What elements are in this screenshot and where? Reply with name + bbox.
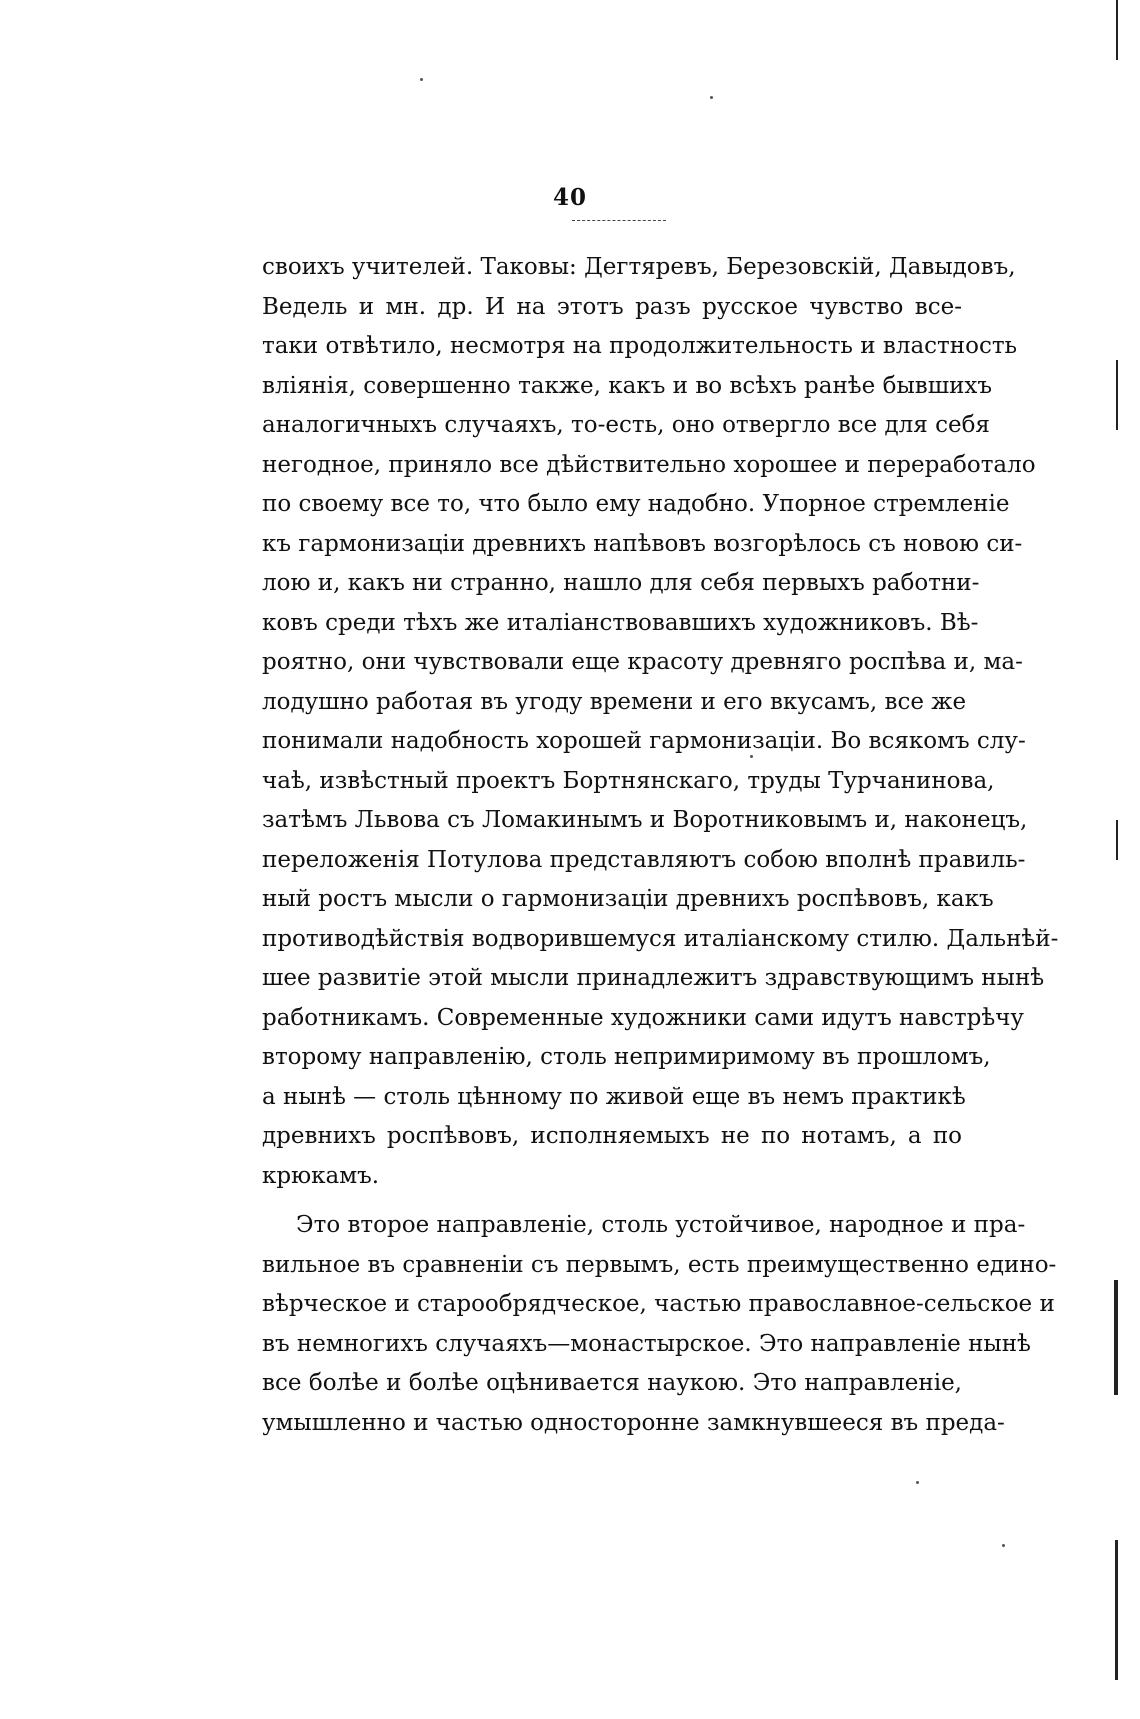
text-line: роятно, они чувствовали еще красоту древняго роспѣва и, ма- bbox=[262, 649, 1023, 675]
text-line: своихъ учителей. Таковы: Дегтяревъ, Березовскій, Давыдовъ, bbox=[262, 254, 1016, 280]
body-text bbox=[262, 248, 1059, 1443]
scan-speck bbox=[710, 96, 713, 99]
page-number-rule bbox=[572, 220, 666, 221]
scan-speck bbox=[1002, 1544, 1005, 1547]
text-line: понимали надобность хорошей гармонизаціи. Во всякомъ слу- bbox=[262, 728, 1026, 754]
scan-edge-mark bbox=[1116, 0, 1118, 60]
text-line: переложенія Потулова представляютъ собою вполнѣ правиль- bbox=[262, 846, 1026, 873]
text-line: второму направленію, столь непримиримому въ прошломъ, bbox=[262, 1044, 991, 1070]
text-line: Ведель и мн. др. И на этотъ разъ русское чувство все- bbox=[262, 293, 962, 320]
text-line: вѣрческое и старообрядческое, частью православное-сельское и bbox=[262, 1291, 1055, 1317]
text-line: лодушно работая въ угоду времени и его вкусамъ, все же bbox=[262, 688, 967, 715]
paragraph-2 bbox=[262, 1206, 1057, 1443]
scan-speck bbox=[916, 1481, 919, 1484]
text-line: въ немногихъ случаяхъ—монастырское. Это направленіе нынѣ bbox=[262, 1330, 1031, 1357]
text-line: ковъ среди тѣхъ же италіанствовавшихъ художниковъ. Вѣ- bbox=[262, 609, 979, 636]
text-line: по своему все то, что было ему надобно. Упорное стремленіе bbox=[262, 491, 1010, 517]
text-line: негодное, приняло все дѣйствительно хорошее и переработало bbox=[262, 451, 1036, 478]
scan-edge-mark bbox=[1114, 1280, 1118, 1395]
scan-speck bbox=[750, 755, 753, 758]
text-line: таки отвѣтило, несмотря на продолжительность и властность bbox=[262, 333, 1018, 359]
text-line: работникамъ. Современные художники сами идутъ навстрѣчу bbox=[262, 1004, 1024, 1031]
page-number: 40 bbox=[552, 184, 587, 211]
text-line: затѣмъ Львова съ Ломакинымъ и Воротниковымъ и, наконецъ, bbox=[262, 807, 1028, 833]
text-line: крюкамъ. bbox=[262, 1162, 380, 1189]
text-line: чаѣ, извѣстный проектъ Бортнянскаго, труды Турчанинова, bbox=[262, 767, 995, 794]
paragraph-gap bbox=[262, 1196, 962, 1206]
text-line: все болѣе и болѣе оцѣнивается наукою. Это направленіе, bbox=[262, 1370, 962, 1396]
text-line: умышленно и частью односторонне замкнувшееся въ преда- bbox=[262, 1409, 1005, 1436]
scan-edge-mark bbox=[1115, 1540, 1118, 1680]
text-line: шее развитіе этой мысли принадлежитъ здравствующимъ нынѣ bbox=[262, 965, 1045, 991]
text-line: а нынѣ — столь цѣнному по живой еще въ немъ практикѣ bbox=[262, 1083, 966, 1110]
scan-edge-mark bbox=[1116, 360, 1118, 430]
text-line: аналогичныхъ случаяхъ, то-есть, оно отвергло все для себя bbox=[262, 412, 990, 438]
text-line: ный ростъ мысли о гармонизаціи древнихъ роспѣвовъ, какъ bbox=[262, 886, 994, 912]
text-line: вильное въ сравненіи съ первымъ, есть преимущественно едино- bbox=[262, 1251, 1057, 1278]
scan-speck bbox=[420, 78, 423, 81]
text-line: лою и, какъ ни странно, нашло для себя первыхъ работни- bbox=[262, 570, 980, 596]
text-line: Это второе направленіе, столь устойчивое, народное и пра- bbox=[296, 1212, 1026, 1238]
paragraph-1 bbox=[262, 248, 1059, 1196]
text-line: вліянія, совершенно также, какъ и во всѣхъ ранѣе бывшихъ bbox=[262, 372, 993, 399]
text-line: къ гармонизаціи древнихъ напѣвовъ возгорѣлось съ новою си- bbox=[262, 530, 1023, 557]
text-line: древнихъ роспѣвовъ, исполняемыхъ не по нотамъ, а по bbox=[262, 1123, 962, 1149]
text-line: противодѣйствія водворившемуся италіанскому стилю. Дальнѣй- bbox=[262, 925, 1059, 952]
scan-edge-mark bbox=[1116, 820, 1118, 860]
